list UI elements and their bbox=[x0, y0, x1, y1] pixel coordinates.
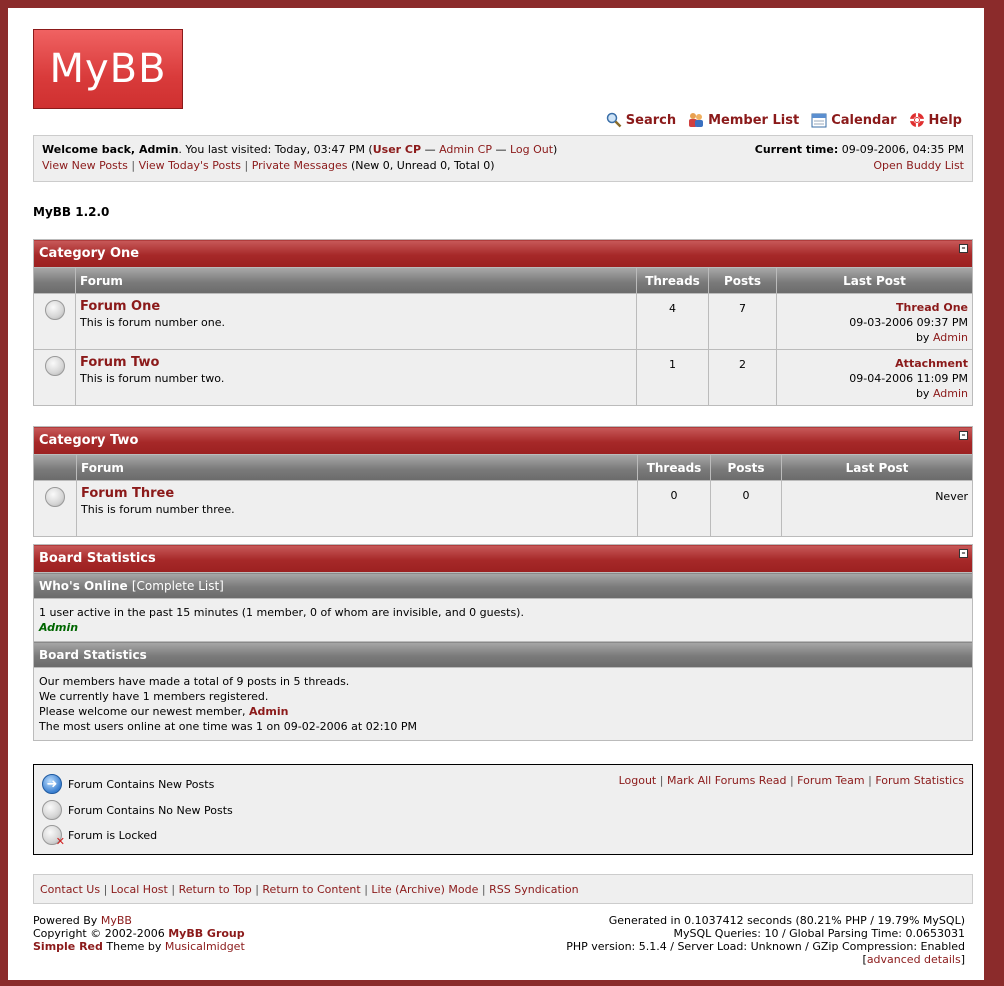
separator: | bbox=[131, 159, 136, 172]
calendar-icon bbox=[811, 112, 827, 128]
category-two-table bbox=[33, 426, 973, 537]
generation-time: Generated in 0.1037412 seconds (80.21% PHP / 19.79% MySQL) bbox=[608, 914, 965, 927]
local-host-link[interactable]: Local Host bbox=[110, 883, 168, 896]
last-visit-text: . You last visited: Today, 03:47 PM ( bbox=[178, 143, 373, 156]
new-posts-icon: ➜ bbox=[42, 774, 62, 794]
last-thread-link[interactable]: Attachment bbox=[895, 357, 968, 370]
board-stats-header: Board Statistics bbox=[34, 642, 973, 668]
column-headers bbox=[34, 268, 973, 294]
most-online: The most users online at one time was 1 on 09-02-2006 at 02:10 PM bbox=[39, 720, 418, 733]
theme-author-link[interactable]: Musicalmidget bbox=[164, 940, 245, 953]
forum-team-link[interactable]: Forum Team bbox=[797, 774, 865, 787]
last-post-date: 09-03-2006 09:37 PM bbox=[849, 316, 968, 329]
forum-status-cell bbox=[34, 481, 77, 537]
members-total: We currently have 1 members registered. bbox=[39, 690, 269, 703]
contact-us-link[interactable]: Contact Us bbox=[40, 883, 101, 896]
category-two bbox=[33, 426, 973, 537]
category-header bbox=[34, 240, 973, 268]
php-version: PHP version: 5.1.4 / Server Load: Unknown / GZip Compression: Enabled bbox=[566, 940, 965, 953]
by-label: by bbox=[915, 331, 930, 344]
collapse-icon[interactable]: – bbox=[959, 244, 968, 253]
help-icon bbox=[909, 112, 925, 128]
category-title: Category Two bbox=[39, 433, 139, 448]
separator: | bbox=[171, 883, 176, 896]
bulb-column-header bbox=[34, 455, 77, 481]
forum-cell bbox=[76, 294, 637, 350]
board-statistics bbox=[33, 544, 973, 741]
return-to-top-link[interactable]: Return to Top bbox=[178, 883, 252, 896]
current-time-panel bbox=[755, 142, 964, 174]
column-last-post: Last Post bbox=[782, 455, 973, 481]
column-last-post: Last Post bbox=[777, 268, 973, 294]
forum-cell bbox=[76, 350, 637, 406]
footer-debug bbox=[566, 914, 965, 966]
separator: | bbox=[481, 883, 486, 896]
forum-description: This is forum number three. bbox=[81, 503, 235, 516]
collapse-icon[interactable]: – bbox=[959, 549, 968, 558]
category-title: Category One bbox=[39, 246, 140, 261]
whos-online-title: Who's Online bbox=[39, 578, 128, 593]
whos-online-header bbox=[34, 573, 973, 599]
forum-status-cell bbox=[34, 294, 76, 350]
board-stats-body bbox=[34, 668, 973, 741]
current-time: 09-09-2006, 04:35 PM bbox=[841, 143, 964, 156]
view-new-posts-link[interactable]: View New Posts bbox=[42, 159, 128, 172]
legend-new-label: Forum Contains New Posts bbox=[68, 777, 215, 791]
forum-status-cell bbox=[34, 350, 76, 406]
user-cp-link[interactable]: User CP bbox=[372, 143, 422, 156]
current-time-label: Current time: bbox=[754, 143, 839, 156]
board-statistics-table bbox=[33, 544, 973, 741]
legend-panel bbox=[33, 764, 973, 855]
forum-row bbox=[34, 350, 973, 406]
search-label: Search bbox=[625, 112, 677, 128]
forum-link[interactable]: Forum Two bbox=[80, 355, 160, 370]
online-user-link[interactable]: Admin bbox=[39, 621, 79, 634]
help-label: Help bbox=[928, 112, 962, 128]
welcome-panel bbox=[33, 135, 973, 182]
legend-no-new-label: Forum Contains No New Posts bbox=[68, 803, 233, 817]
forum-description: This is forum number two. bbox=[80, 372, 225, 385]
advanced-details-link[interactable]: advanced details bbox=[866, 953, 961, 966]
legend-new-posts bbox=[42, 774, 214, 794]
member-list-link[interactable] bbox=[688, 112, 799, 128]
powered-by-text: Powered By bbox=[33, 914, 101, 927]
newest-member-link[interactable]: Admin bbox=[249, 705, 289, 718]
column-posts: Posts bbox=[711, 455, 782, 481]
no-new-posts-icon bbox=[45, 300, 65, 320]
separator: | bbox=[255, 883, 259, 896]
mysql-queries: MySQL Queries: 10 / Global Parsing Time: 0.0653031 bbox=[673, 927, 965, 940]
pm-counts: (New 0, Unread 0, Total 0) bbox=[351, 159, 495, 172]
admin-cp-link[interactable]: Admin CP bbox=[439, 143, 492, 156]
column-threads: Threads bbox=[637, 268, 709, 294]
bulb-column-header bbox=[34, 268, 76, 294]
welcome-greeting: Welcome back, Admin bbox=[42, 143, 179, 156]
column-headers bbox=[34, 455, 973, 481]
lite-mode-link[interactable]: Lite (Archive) Mode bbox=[371, 883, 479, 896]
last-post-date: 09-04-2006 11:09 PM bbox=[849, 372, 968, 385]
thread-count: 4 bbox=[637, 294, 709, 350]
help-link[interactable] bbox=[909, 112, 962, 128]
copyright-text: Copyright © 2002-2006 bbox=[33, 927, 169, 940]
logo-text: MyBB bbox=[49, 46, 167, 92]
top-links bbox=[606, 112, 962, 128]
category-one-table bbox=[33, 239, 973, 406]
posts-total: Our members have made a total of 9 posts in 5 threads. bbox=[39, 675, 350, 688]
last-post-user-link[interactable]: Admin bbox=[932, 387, 968, 400]
calendar-label: Calendar bbox=[831, 112, 897, 128]
separator: | bbox=[364, 883, 368, 896]
column-forum: Forum bbox=[76, 268, 637, 294]
thread-count: 0 bbox=[638, 481, 711, 537]
legend-no-new-posts bbox=[42, 800, 233, 820]
mybb-logo[interactable] bbox=[33, 29, 183, 109]
forum-row bbox=[34, 294, 973, 350]
last-post-cell bbox=[777, 294, 973, 350]
members-icon bbox=[688, 112, 704, 128]
whos-online-body bbox=[34, 599, 973, 642]
separator: | bbox=[789, 774, 794, 787]
log-out-link[interactable]: Log Out bbox=[509, 143, 554, 156]
last-post-never: Never bbox=[782, 481, 973, 537]
forum-link[interactable]: Forum One bbox=[80, 299, 161, 314]
member-list-label: Member List bbox=[708, 112, 800, 128]
thread-count: 1 bbox=[637, 350, 709, 406]
post-count: 7 bbox=[709, 294, 777, 350]
post-count: 0 bbox=[711, 481, 782, 537]
separator: | bbox=[659, 774, 664, 787]
open-buddy-list-link[interactable]: Open Buddy List bbox=[873, 159, 964, 172]
return-to-content-link[interactable]: Return to Content bbox=[262, 883, 361, 896]
forum-row bbox=[34, 481, 973, 537]
post-count: 2 bbox=[709, 350, 777, 406]
column-forum: Forum bbox=[77, 455, 638, 481]
bottom-navigation bbox=[33, 874, 973, 904]
statistics-title: Board Statistics bbox=[39, 551, 156, 566]
separator: | bbox=[103, 883, 108, 896]
last-post-user-link[interactable]: Admin bbox=[932, 331, 968, 344]
close-paren: ) bbox=[553, 143, 558, 156]
column-posts: Posts bbox=[709, 268, 777, 294]
calendar-link[interactable] bbox=[811, 112, 896, 128]
view-todays-posts-link[interactable]: View Today's Posts bbox=[138, 159, 241, 172]
separator: | bbox=[868, 774, 872, 787]
dash: — bbox=[424, 143, 436, 156]
theme-by-text: Theme by bbox=[102, 940, 165, 953]
rss-syndication-link[interactable]: RSS Syndication bbox=[489, 883, 579, 896]
forum-description: This is forum number one. bbox=[80, 316, 225, 329]
column-threads: Threads bbox=[638, 455, 711, 481]
search-link[interactable] bbox=[606, 112, 676, 128]
page bbox=[8, 8, 990, 980]
footer-credits bbox=[33, 914, 245, 953]
no-new-posts-icon bbox=[42, 800, 62, 820]
forum-link[interactable]: Forum Three bbox=[81, 486, 175, 501]
logout-link[interactable]: Logout bbox=[618, 774, 657, 787]
complete-list-link[interactable]: [Complete List] bbox=[131, 578, 224, 593]
legend-locked bbox=[42, 825, 157, 845]
theme-name: Simple Red bbox=[33, 940, 103, 953]
separator: | bbox=[244, 159, 249, 172]
collapse-icon[interactable]: – bbox=[959, 431, 968, 440]
forum-cell bbox=[77, 481, 638, 537]
locked-icon bbox=[42, 825, 62, 845]
legend-links bbox=[619, 774, 964, 787]
category-one bbox=[33, 239, 973, 406]
no-new-posts-icon bbox=[45, 487, 65, 507]
mark-all-read-link[interactable]: Mark All Forums Read bbox=[666, 774, 787, 787]
category-header bbox=[34, 427, 973, 455]
by-label: by bbox=[915, 387, 930, 400]
private-messages-link[interactable]: Private Messages bbox=[251, 159, 348, 172]
last-thread-link[interactable]: Thread One bbox=[896, 301, 968, 314]
dash: — bbox=[495, 143, 507, 156]
forum-statistics-link[interactable]: Forum Statistics bbox=[875, 774, 964, 787]
online-summary: 1 user active in the past 15 minutes (1 member, 0 of whom are invisible, and 0 guests). bbox=[39, 606, 524, 619]
search-icon bbox=[606, 112, 622, 128]
statistics-header bbox=[34, 545, 973, 573]
bracket-open: [ bbox=[862, 953, 867, 966]
mybb-link[interactable]: MyBB bbox=[100, 914, 132, 927]
bracket-close: ] bbox=[960, 953, 965, 966]
page-title: MyBB 1.2.0 bbox=[33, 205, 110, 219]
newest-member-text: Please welcome our newest member, bbox=[39, 705, 249, 718]
legend-locked-label: Forum is Locked bbox=[68, 828, 158, 842]
mybb-group-link[interactable]: MyBB Group bbox=[168, 927, 245, 940]
no-new-posts-icon bbox=[45, 356, 65, 376]
last-post-cell bbox=[777, 350, 973, 406]
